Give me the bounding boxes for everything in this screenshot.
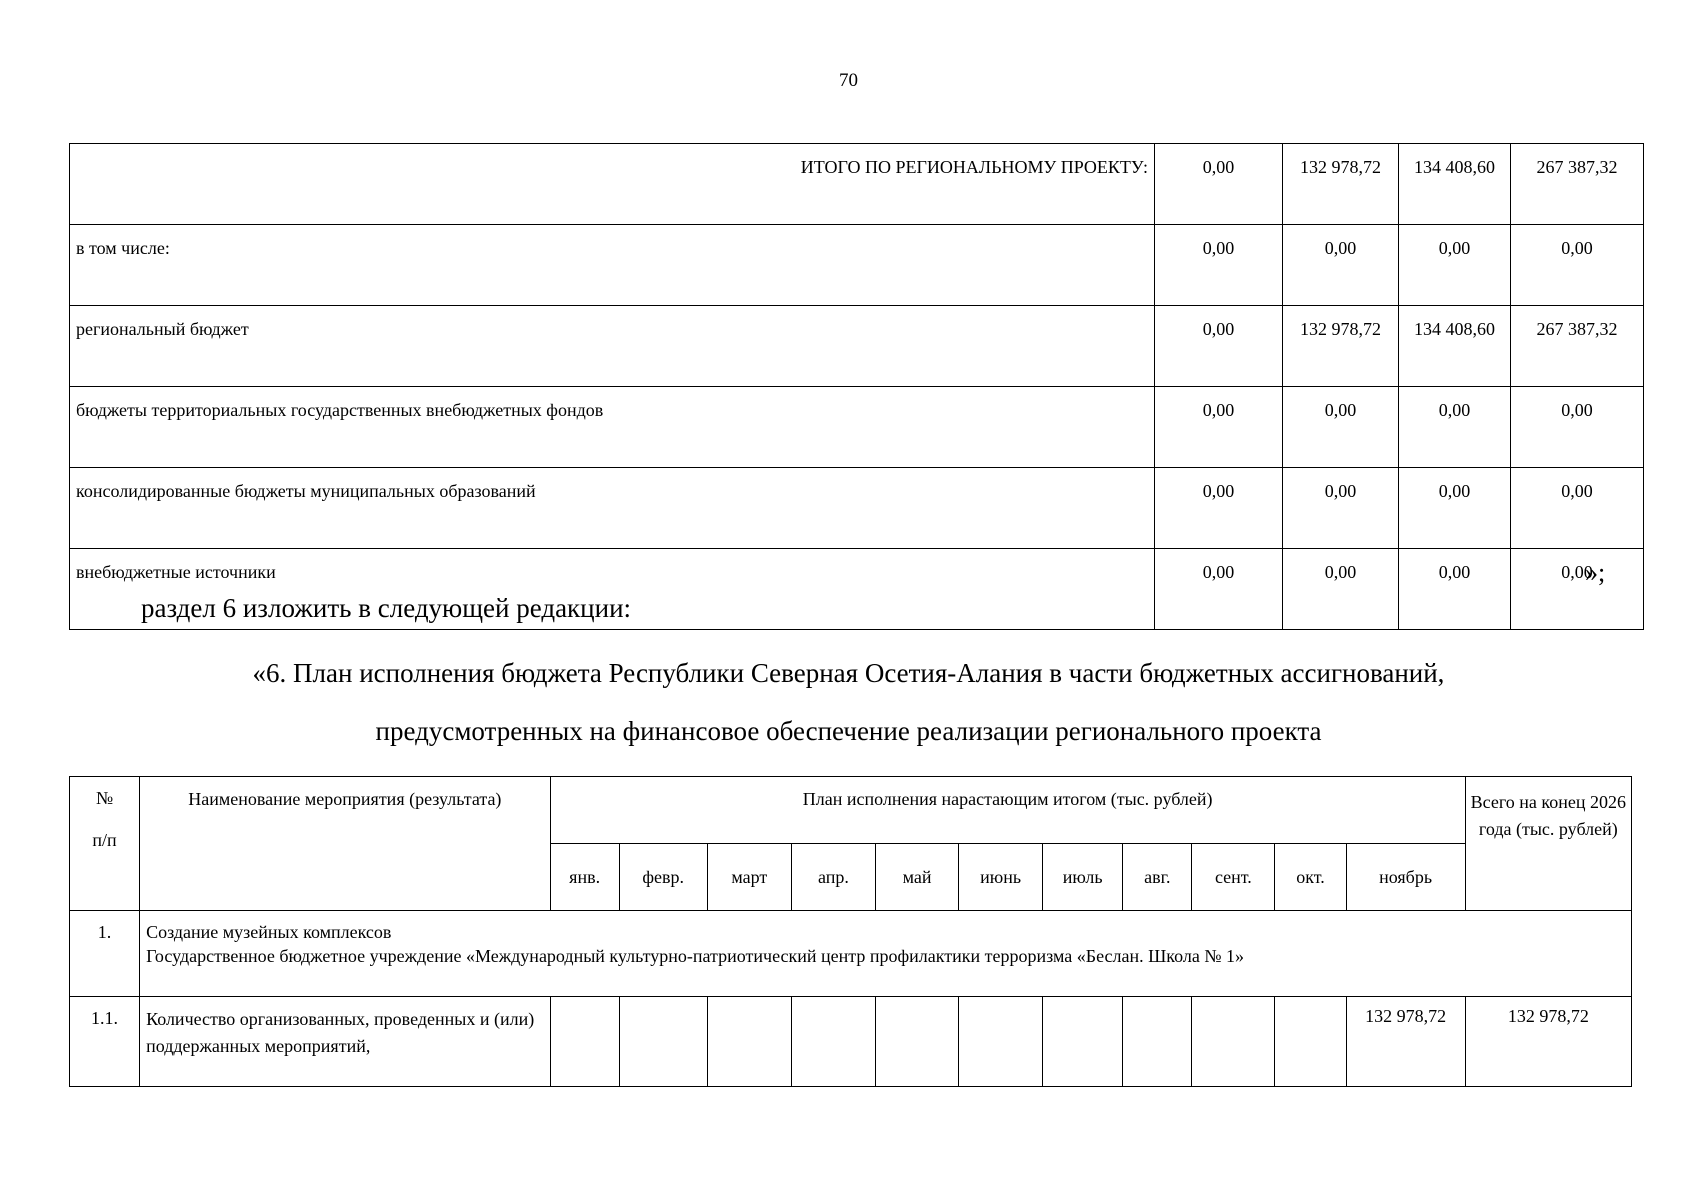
item-month-value (1192, 997, 1275, 1087)
header-number-cell (70, 777, 140, 911)
summary-value-cell: 0,00 (1283, 387, 1399, 468)
summary-row (70, 225, 1644, 306)
summary-value-cell: 0,00 (1511, 468, 1644, 549)
month-header: февр. (619, 844, 707, 911)
summary-value-cell: 0,00 (1511, 387, 1644, 468)
item-total-value: 132 978,72 (1465, 997, 1631, 1087)
summary-value-cell: 0,00 (1283, 549, 1399, 630)
summary-value-cell: 0,00 (1511, 549, 1644, 630)
summary-value-cell: 0,00 (1399, 225, 1511, 306)
item-month-value (550, 997, 619, 1087)
month-header: июнь (959, 844, 1043, 911)
month-header: март (707, 844, 791, 911)
month-header: окт. (1275, 844, 1346, 911)
summary-row (70, 306, 1644, 387)
summary-value-cell: 0,00 (1511, 225, 1644, 306)
summary-value-cell: 0,00 (1399, 387, 1511, 468)
summary-value-cell: 0,00 (1283, 225, 1399, 306)
summary-value-cell: 134 408,60 (1399, 306, 1511, 387)
month-header: май (875, 844, 958, 911)
item-month-value (1043, 997, 1123, 1087)
group-institution: Государственное бюджетное учреждение «Международный культурно-патриотический центр профилактики терроризма «Беслан. Школа № 1» (146, 946, 1245, 966)
summary-row-label: в том числе: (70, 225, 1155, 306)
group-title: Создание музейных комплексов (146, 922, 392, 942)
item-month-value (707, 997, 791, 1087)
month-header: авг. (1123, 844, 1192, 911)
summary-value-cell: 132 978,72 (1283, 306, 1399, 387)
group-description (140, 911, 1632, 997)
header-name-cell: Наименование мероприятия (результата) (140, 777, 551, 911)
summary-value-cell: 0,00 (1155, 306, 1283, 387)
summary-row-label: региональный бюджет (70, 306, 1155, 387)
section-heading-line2: предусмотренных на финансовое обеспечение реализации регионального проекта (375, 716, 1322, 746)
header-total-cell: Всего на конец 2026 года (тыс. рублей) (1465, 777, 1631, 911)
summary-value-cell: 0,00 (1155, 468, 1283, 549)
closing-quote: »; (1585, 558, 1606, 587)
item-month-value (1275, 997, 1346, 1087)
summary-row (70, 468, 1644, 549)
item-month-value (875, 997, 958, 1087)
month-header: ноябрь (1346, 844, 1465, 911)
month-header: апр. (791, 844, 875, 911)
month-header: янв. (550, 844, 619, 911)
page-number: 70 (839, 70, 858, 91)
item-month-value (959, 997, 1043, 1087)
header-plan-cell: План исполнения нарастающим итогом (тыс. рублей) (550, 777, 1465, 844)
summary-value-cell: 132 978,72 (1283, 144, 1399, 225)
header-number-abbr: п/п (92, 830, 117, 850)
month-header: сент. (1192, 844, 1275, 911)
summary-row-label: внебюджетные источники (70, 549, 1155, 630)
summary-value-cell: 0,00 (1155, 144, 1283, 225)
summary-value-cell: 0,00 (1155, 225, 1283, 306)
item-number: 1.1. (70, 997, 140, 1087)
month-header: июль (1043, 844, 1123, 911)
summary-row-label: ИТОГО ПО РЕГИОНАЛЬНОМУ ПРОЕКТУ: (70, 144, 1155, 225)
summary-value-cell: 0,00 (1399, 549, 1511, 630)
summary-value-cell: 134 408,60 (1399, 144, 1511, 225)
summary-row (70, 144, 1644, 225)
item-month-value (1123, 997, 1192, 1087)
summary-value-cell: 0,00 (1399, 468, 1511, 549)
summary-value-cell: 0,00 (1155, 387, 1283, 468)
item-month-value (791, 997, 875, 1087)
intro-text: раздел 6 изложить в следующей редакции: (141, 593, 632, 623)
summary-row (70, 387, 1644, 468)
summary-value-cell: 267 387,32 (1511, 144, 1644, 225)
summary-row-label: бюджеты территориальных государственных внебюджетных фондов (70, 387, 1155, 468)
header-number-symbol: № (95, 788, 114, 808)
summary-value-cell: 0,00 (1283, 468, 1399, 549)
summary-value-cell: 267 387,32 (1511, 306, 1644, 387)
section-heading-line1: «6. План исполнения бюджета Республики Северная Осетия-Алания в части бюджетных ассигнований, (252, 658, 1445, 688)
item-name: Количество организованных, проведенных и (или) поддержанных мероприятий, (140, 997, 551, 1087)
group-number: 1. (70, 911, 140, 997)
summary-table (69, 143, 1644, 630)
summary-row-label: консолидированные бюджеты муниципальных образований (70, 468, 1155, 549)
item-month-value: 132 978,72 (1346, 997, 1465, 1087)
summary-value-cell: 0,00 (1155, 549, 1283, 630)
plan-table (69, 776, 1632, 1087)
item-month-value (619, 997, 707, 1087)
